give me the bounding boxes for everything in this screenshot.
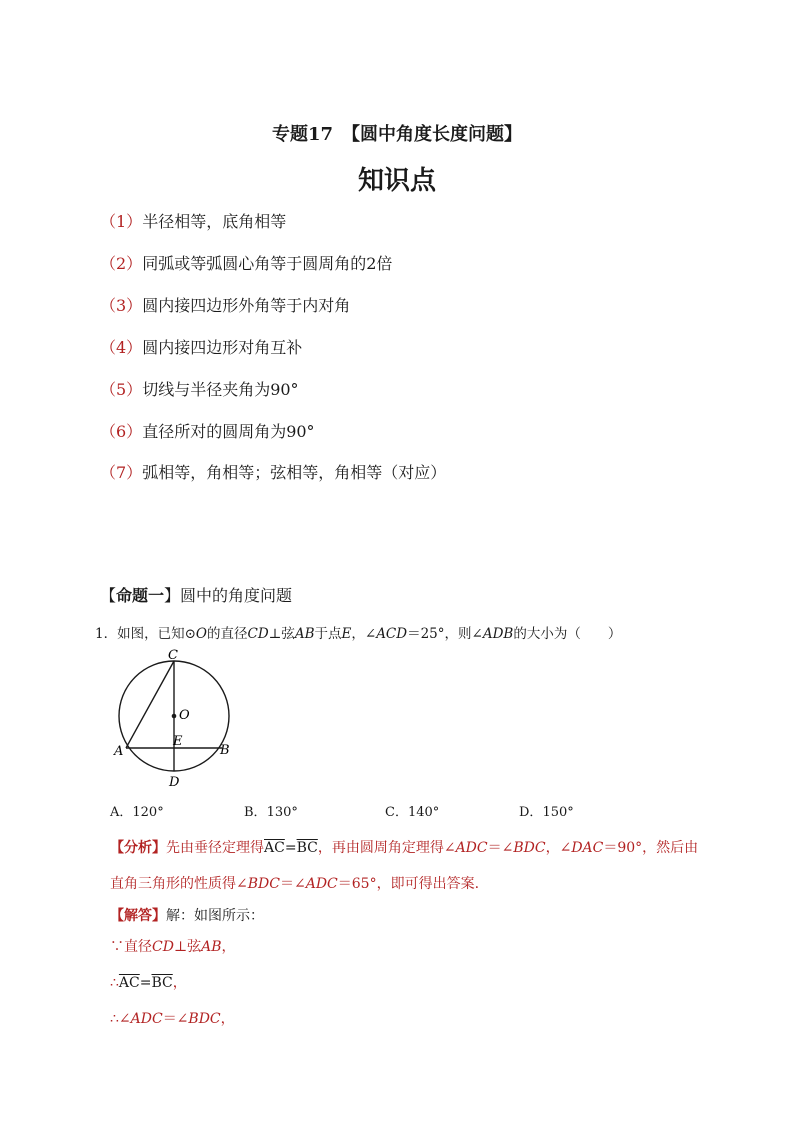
question-var: AB [294,626,315,642]
knowledge-point [100,419,315,442]
analysis-text: 先由垂径定理得 [166,840,264,856]
analysis-text: ，∠ [545,840,572,856]
kp-text: 弧相等，角相等；弦相等，角相等（对应） [142,463,447,482]
knowledge-point [100,460,446,483]
question-var: CD [247,626,269,642]
solution-text: ⊥弦 [173,939,202,955]
analysis-text: = [284,840,297,856]
analysis-text: ，再由圆周角定理得∠ [317,840,456,856]
label-c: C [168,648,178,663]
solution-var: BDC [188,1011,221,1027]
option-d[interactable] [519,801,574,820]
option-c[interactable] [385,801,439,820]
analysis-text: ＝∠ [279,876,306,892]
option-label: B． [244,805,267,820]
kp-text: 切线与半径夹角为90° [142,380,299,399]
arc-bc: $\overline{BC}$ [151,975,173,991]
analysis-var: ADC [305,876,338,892]
section-name: 命题一 [116,586,165,605]
analysis-line-1 [110,837,698,857]
question-text: ＝25°，则∠ [407,626,483,642]
label-a: A [114,744,124,759]
option-value: 130° [266,805,298,820]
option-value: 120° [132,805,164,820]
question-text: 的直径 [206,626,248,642]
label-d: D [169,775,180,790]
solution-text: 解：如图所示： [166,908,264,924]
analysis-var: DAC [571,840,604,856]
knowledge-point [100,293,350,316]
solution-text: ＝∠ [162,1011,189,1027]
label-o: O [179,708,190,723]
analysis-text: ＝65°，即可得出答案. [337,876,480,892]
solution-line-2 [110,972,187,992]
kp-text: 圆内接四边形外角等于内对角 [142,296,351,315]
kp-text: 同弧或等弧圆心角等于圆周角的2倍 [142,254,393,273]
option-a[interactable] [110,801,164,820]
section-text: 圆中的角度问题 [180,586,293,605]
kp-number: （5） [100,380,143,399]
kp-text: 圆内接四边形对角互补 [142,338,303,357]
question-text: 于点 [314,626,342,642]
solution-line-1 [110,936,236,956]
arc-ac: $\overline{AC}$ [118,975,140,991]
option-label: D． [519,805,543,820]
analysis-text: ＝∠ [487,840,514,856]
kp-text: 半径相等，底角相等 [142,212,287,231]
solution-var: ADC [130,1011,163,1027]
label-b: B [220,743,230,758]
kp-number: （6） [100,422,143,441]
kp-number: （3） [100,296,143,315]
question-var: E [341,626,352,642]
option-b[interactable] [244,801,298,820]
section-header [100,583,292,606]
question-var: ACD [376,626,408,642]
question-stem [95,622,621,642]
circle-figure [105,645,235,790]
question-var: ADB [482,626,514,642]
center-point [172,714,177,719]
solution-var: AB [201,939,222,955]
label-e: E [173,734,183,749]
solution-tag: 【解答】 [110,908,166,924]
knowledge-point [100,335,302,358]
page-title: 专题17 【圆中角度长度问题】 [271,124,523,145]
analysis-text: ＝90°，然后由 [603,840,699,856]
question-number: 1． [95,626,118,642]
option-value: 140° [407,805,440,820]
analysis-var: ADC [455,840,488,856]
question-text: ，∠ [351,626,377,642]
solution-text: ∴ [110,975,119,991]
solution-text: ， [220,1011,235,1027]
kp-number: （4） [100,338,143,357]
solution-text: ∴∠ [110,1011,131,1027]
solution-line-3 [110,1008,235,1028]
solution-text: ， [172,975,187,991]
segment-ac [126,661,174,748]
analysis-var: BDC [513,840,546,856]
analysis-text: 直角三角形的性质得∠ [110,876,248,892]
option-label: A． [110,805,133,820]
question-text: ⊥弦 [268,626,295,642]
analysis-tag: 【分析】 [110,840,166,856]
analysis-line-2 [110,873,479,893]
arc-ac: $\overline{AC}$ [264,840,285,856]
kp-text: 直径所对的圆周角为90° [142,422,315,441]
question-var: O [195,626,207,642]
kp-number: （1） [100,212,143,231]
solution-line-intro [110,905,264,925]
solution-text: ， [221,939,236,955]
question-text: 的大小为（ ） [513,626,622,642]
analysis-var: BDC [247,876,280,892]
solution-var: CD [152,939,174,955]
option-value: 150° [542,805,574,820]
solution-text: ∵直径 [110,939,152,955]
knowledge-point [100,209,286,232]
option-label: C． [385,805,408,820]
kp-number: （7） [100,463,143,482]
knowledge-point [100,251,392,274]
solution-text: = [139,975,152,991]
knowledge-point [100,377,299,400]
kp-number: （2） [100,254,143,273]
section-bracket-close: 】 [164,586,181,605]
section-bracket-open: 【 [100,586,117,605]
knowledge-points-heading: 知识点 [357,166,436,196]
question-text: 如图，已知⊙ [117,626,196,642]
arc-bc: $\overline{BC}$ [296,840,318,856]
